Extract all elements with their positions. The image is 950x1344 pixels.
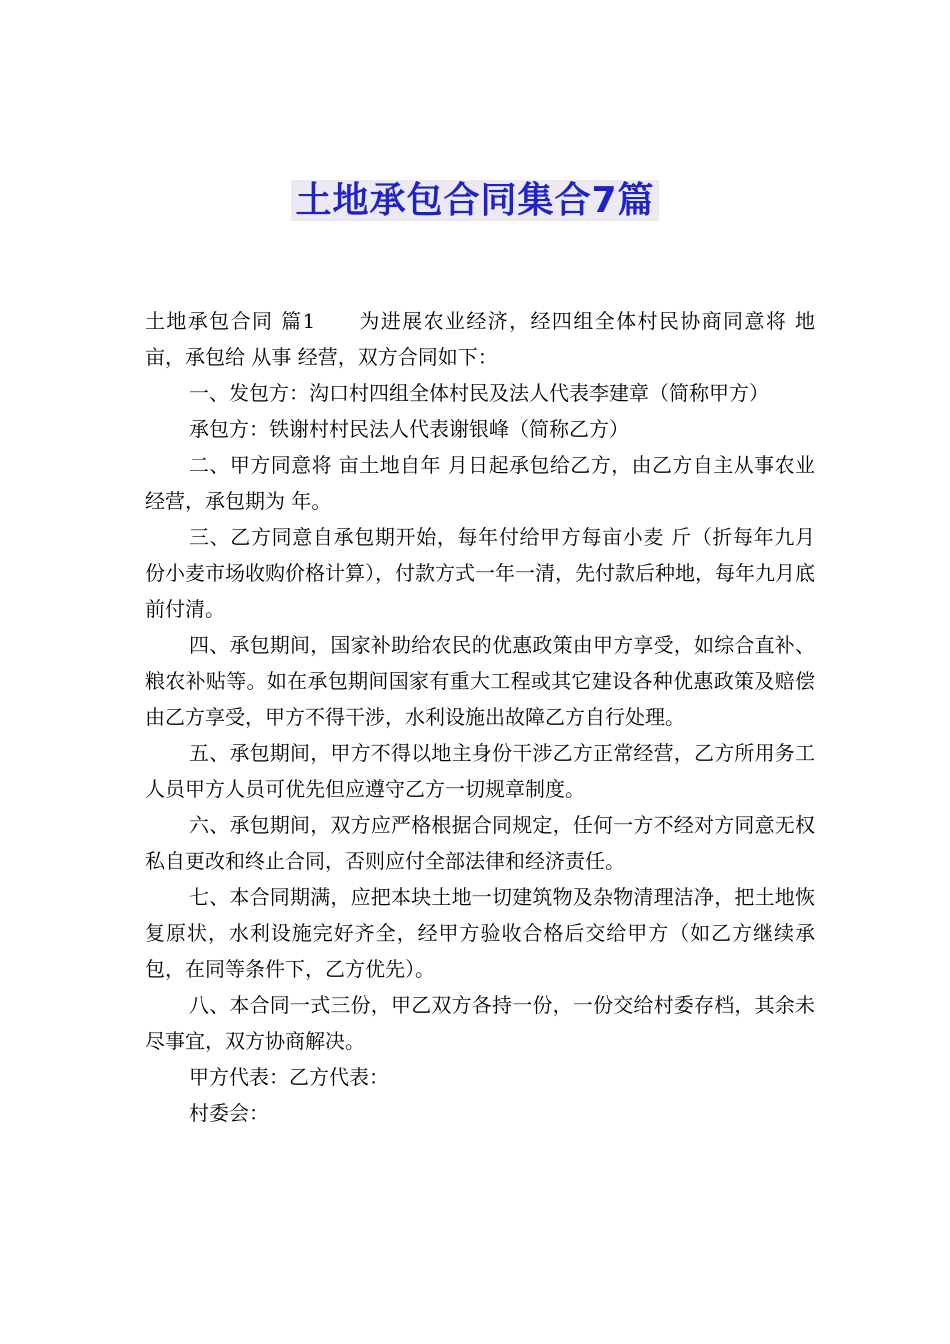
paragraph-clause-6: 六、承包期间，双方应严格根据合同规定，任何一方不经对方同意无权私自更改和终止合同，否则应付全部法律和经济责任。 (145, 813, 815, 873)
paragraph-intro: 土地承包合同 篇1 为进展农业经济，经四组全体村民协商同意将 地 亩，承包给 从事 经营，双方合同如下： (145, 309, 815, 369)
paragraph-clause-7: 七、本合同期满，应把本块土地一切建筑物及杂物清理洁净，把土地恢复原状，水利设施完好齐全，经甲方验收合格后交给甲方（如乙方继续承包，在同等条件下，乙方优先）。 (145, 885, 815, 981)
paragraph-contractor: 承包方：铁谢村村民法人代表谢银峰（简称乙方） (189, 417, 629, 441)
paragraph-clause-4: 四、承包期间，国家补助给农民的优惠政策由甲方享受，如综合直补、粮农补贴等。如在承包期间国家有重大工程或其它建设各种优惠政策及赔偿由乙方享受，甲方不得干涉，水利设施出故障乙方自行处理。 (145, 633, 815, 729)
document-title (0, 176, 950, 226)
paragraph-clause-3: 三、乙方同意自承包期开始，每年付给甲方每亩小麦 斤（折每年九月份小麦市场收购价格计算），付款方式一年一清，先付款后种地，每年九月底前付清。 (145, 525, 815, 621)
paragraph-clause-8: 八、本合同一式三份，甲乙双方各持一份，一份交给村委存档，其余未尽事宜，双方协商解决。 (145, 993, 815, 1053)
paragraph-village-committee: 村委会： (189, 1101, 269, 1125)
paragraph-clause-1: 一、发包方：沟口村四组全体村民及法人代表李建章（简称甲方） (189, 381, 769, 405)
paragraph-clause-2: 二、甲方同意将 亩土地自年 月日起承包给乙方，由乙方自主从事农业经营，承包期为 年。 (145, 453, 815, 513)
paragraph-clause-5: 五、承包期间，甲方不得以地主身份干涉乙方正常经营，乙方所用务工人员甲方人员可优先但应遵守乙方一切规章制度。 (145, 741, 815, 801)
document-body (145, 303, 815, 1131)
paragraph-signatures: 甲方代表：乙方代表： (189, 1065, 389, 1089)
document-title-text: 土地承包合同集合7篇 (291, 180, 658, 221)
